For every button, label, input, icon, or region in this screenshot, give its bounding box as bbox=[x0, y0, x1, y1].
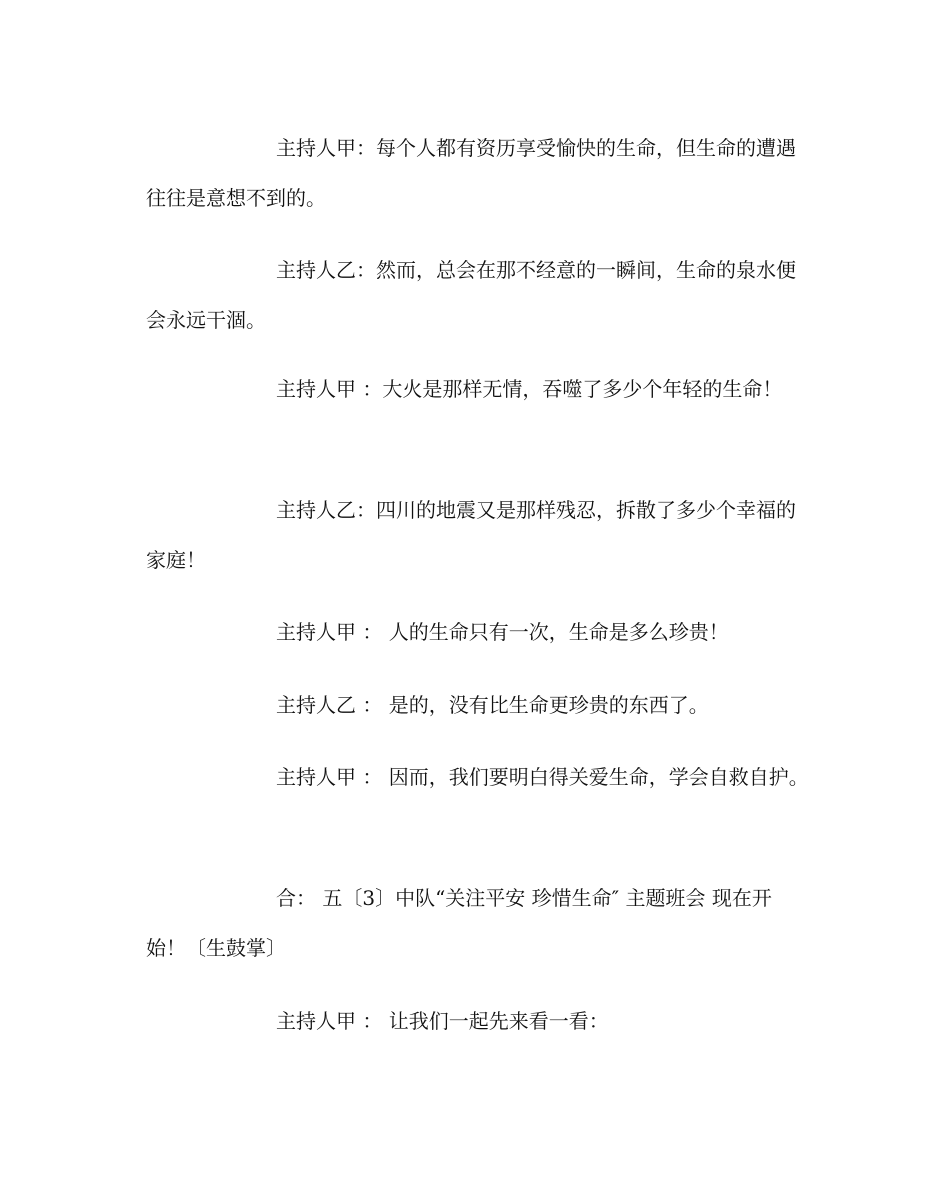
paragraph bbox=[146, 996, 810, 1046]
paragraph-line: 主持人乙：然而，总会在那不经意的一瞬间，生命的泉 bbox=[276, 258, 756, 282]
paragraph-line: 主持人甲：每个人都有资历享受愉快的生命，但生命的 bbox=[276, 136, 756, 160]
paragraph-line: 主持人甲 ： 人的生命只有一次，生命是多么珍贵！ bbox=[276, 620, 729, 644]
paragraph bbox=[146, 485, 810, 585]
paragraph-line: 主持人乙 ： 是的，没有比生命更珍贵的东西了。 bbox=[276, 693, 709, 717]
paragraph-line: 主持人乙：四川的地震又是那样残忍，拆散了多少个幸 bbox=[276, 498, 756, 522]
paragraph-line: 合： 五〔3〕中队“关注平安 珍惜生命″ 主题班会 现在 bbox=[276, 886, 752, 910]
paragraph-line: 自护。 bbox=[748, 765, 809, 789]
paragraph-line: 主持人甲 ： 让我们一起先来看一看： bbox=[276, 1009, 609, 1033]
paragraph-line: 遭遇往往是意想不到的。 bbox=[146, 136, 796, 210]
paragraph bbox=[146, 680, 810, 730]
paragraph-line: 水便会永远干涸。 bbox=[146, 258, 796, 332]
paragraph bbox=[146, 364, 810, 414]
paragraph-line: 主持人甲 ：大火是那样无情，吞噬了多少个年轻的生 bbox=[276, 377, 743, 401]
paragraph-line: 命！ bbox=[742, 377, 783, 401]
paragraph bbox=[146, 123, 810, 223]
paragraph bbox=[146, 873, 810, 973]
paragraph-line: 开始！〔生鼓掌〕 bbox=[146, 886, 772, 960]
paragraph-line: 主持人甲 ： 因而，我们要明白得关爱生命，学会自救 bbox=[276, 765, 749, 789]
paragraph-line: 福的家庭！ bbox=[146, 498, 796, 572]
paragraph bbox=[146, 607, 810, 657]
paragraph bbox=[146, 245, 810, 345]
paragraph bbox=[146, 752, 810, 802]
